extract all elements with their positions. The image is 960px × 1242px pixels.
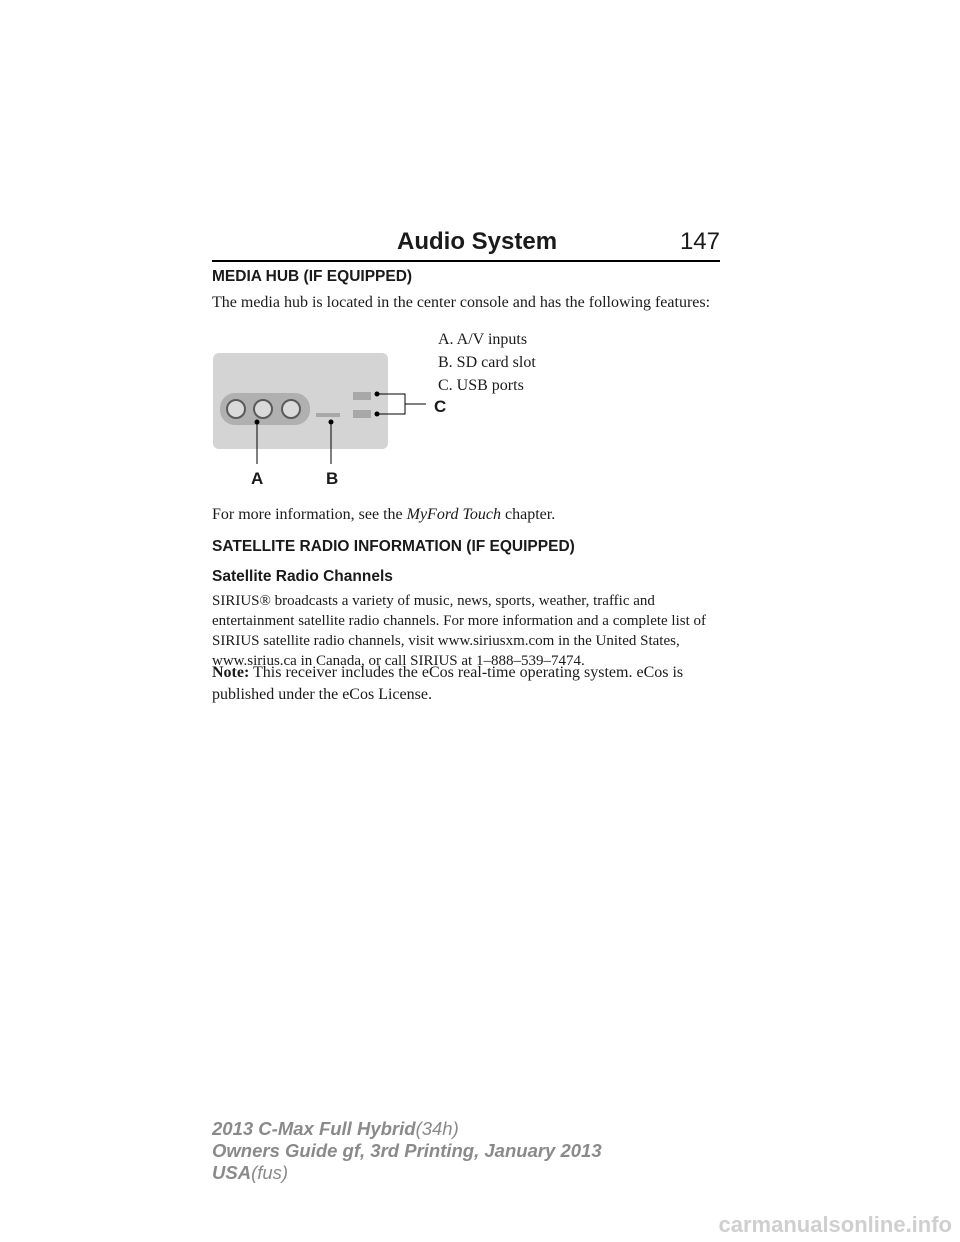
footer-edition: Owners Guide gf, 3rd Printing, January 2013 (212, 1140, 602, 1161)
footer-market: USA (212, 1162, 252, 1183)
more-info-line (212, 504, 722, 526)
footer-model-code: (34h) (415, 1118, 459, 1139)
footer-market-code: (fus) (251, 1162, 289, 1183)
footer (212, 1118, 602, 1184)
footer-model: 2013 C-Max Full Hybrid (212, 1118, 416, 1139)
legend-item-b: B. SD card slot (438, 354, 536, 371)
more-info-prefix: For more information, see the (212, 506, 403, 523)
av-jack-3 (282, 400, 300, 418)
sd-card-slot (316, 413, 340, 417)
myford-touch-reference: MyFord Touch (406, 506, 501, 523)
chapter-title: Audio System (397, 228, 558, 255)
more-info-suffix: chapter. (505, 506, 556, 523)
legend-item-a: A. A/V inputs (438, 331, 528, 348)
satellite-subheading: Satellite Radio Channels (212, 568, 393, 585)
note-text: This receiver includes the eCos real-time operating system. eCos is published under the eCos License. (212, 664, 684, 703)
media-hub-intro: The media hub is located in the center console and has the following features: (212, 294, 711, 311)
page-header (212, 228, 720, 262)
av-jack-1 (227, 400, 245, 418)
usb-port-2 (353, 410, 371, 418)
satellite-heading: SATELLITE RADIO INFORMATION (IF EQUIPPED) (212, 538, 575, 555)
page-number: 147 (679, 228, 720, 255)
legend-item-c: C. USB ports (438, 377, 524, 394)
usb-port-1 (353, 392, 371, 400)
note-label: Note: (212, 664, 250, 681)
note-paragraph (212, 662, 722, 706)
satellite-paragraph: SIRIUS® broadcasts a variety of music, news, sports, weather, traffic and entertainment satellite radio channels. For more information and a complete list of SIRIUS satellite radio channels, visit www.siriusxm.com in the United States, www.sirius.ca in Canada, or call SIRIUS at 1–888–539–7474. (212, 593, 707, 669)
label-c: C (434, 397, 447, 416)
av-jack-2 (254, 400, 272, 418)
watermark: carmanualsonline.info (718, 1212, 952, 1237)
label-a: A (251, 469, 264, 488)
media-hub-diagram (212, 348, 457, 490)
label-b: B (326, 469, 339, 488)
media-hub-heading: MEDIA HUB (IF EQUIPPED) (212, 268, 413, 285)
